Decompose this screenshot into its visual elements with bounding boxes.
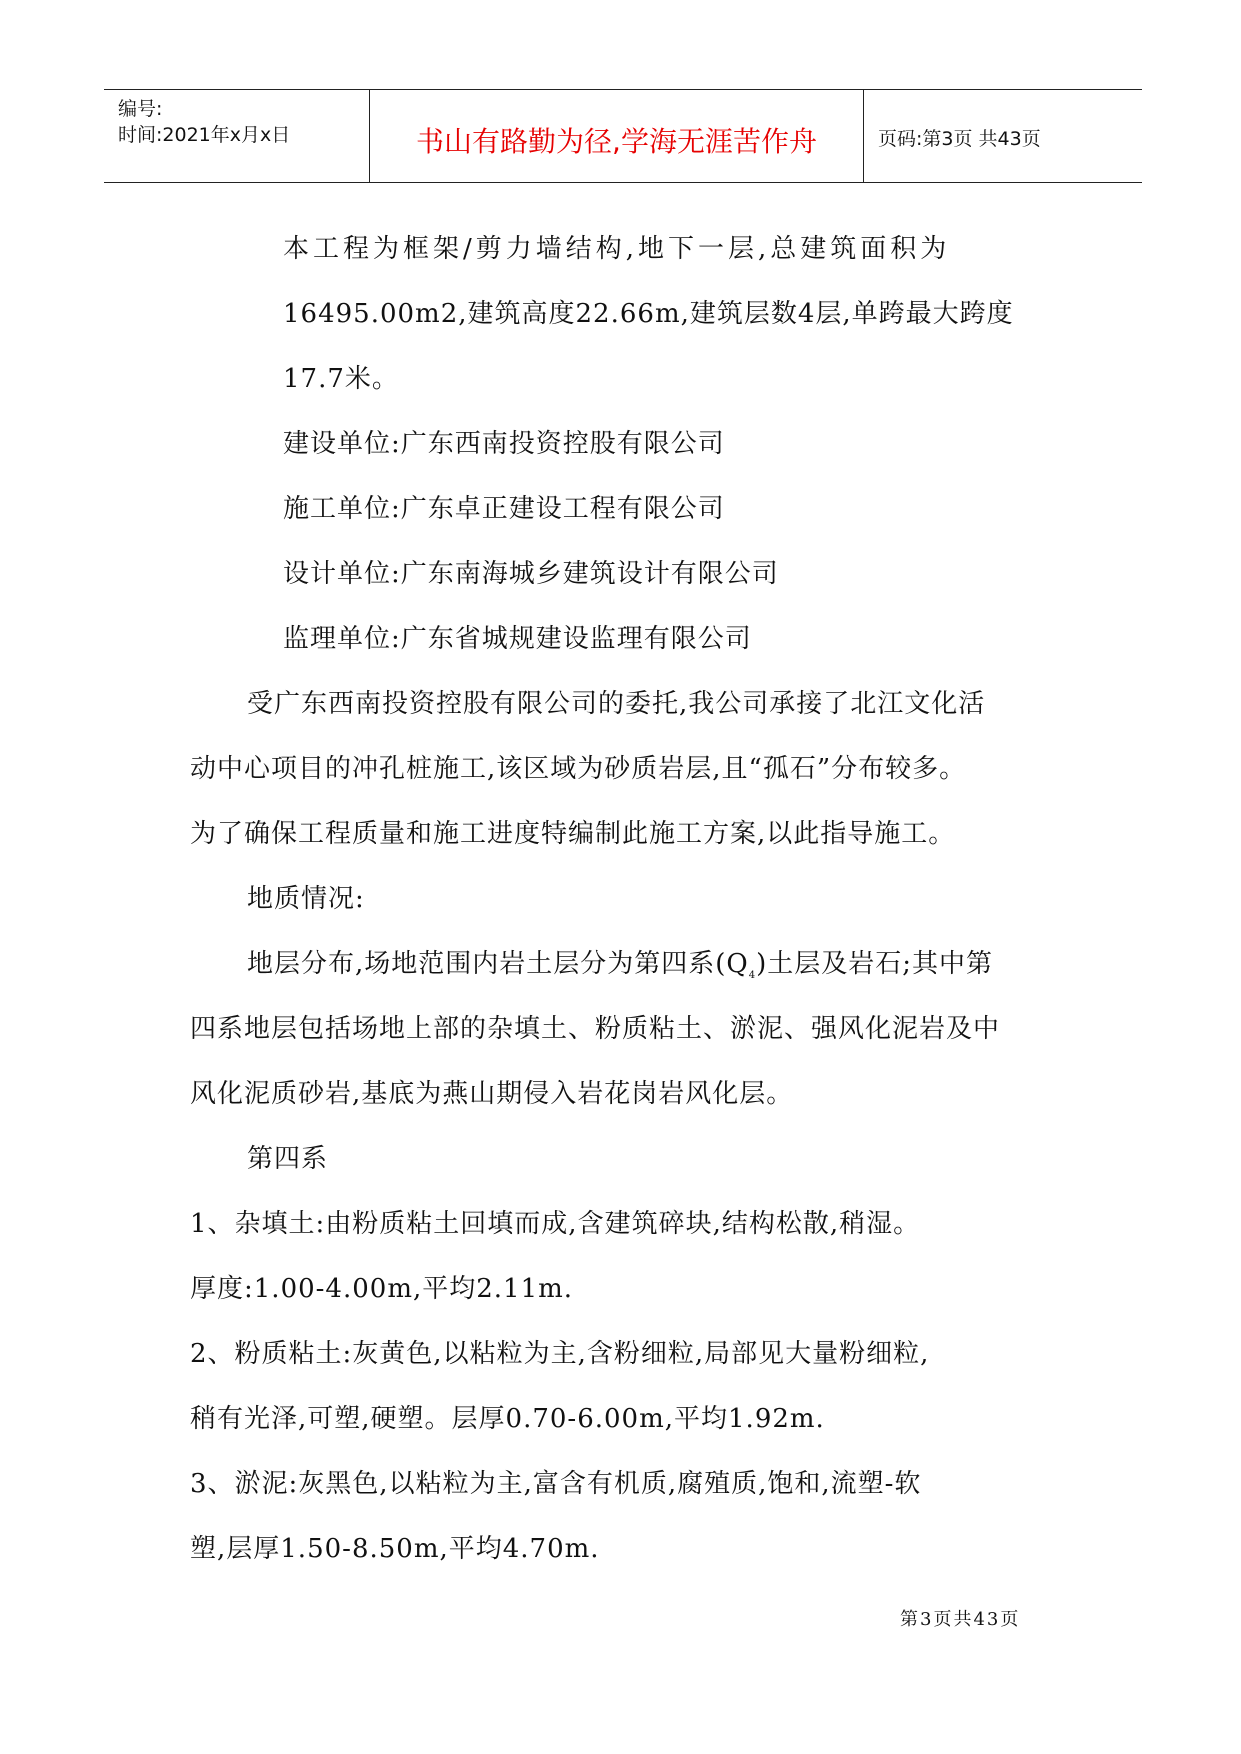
paragraph-line: 四系地层包括场地上部的杂填土、粉质粘土、淤泥、强风化泥岩及中 [190, 1014, 1001, 1044]
list-item: 1、杂填土:由粉质粘土回填而成,含建筑碎块,结构松散,稍湿。 [190, 1209, 921, 1239]
page-header [104, 89, 1142, 183]
header-motto: 书山有路勤为径,学海无涯苦作舟 [416, 125, 817, 158]
strata-text-before: 地层分布,场地范围内岩土层分为第四系(Q [247, 949, 749, 979]
section-heading: 地质情况: [247, 884, 365, 914]
header-motto-cell [370, 90, 864, 182]
paragraph-line: 动中心项目的冲孔桩施工,该区域为砂质岩层,且“孤石”分布较多。 [190, 754, 967, 784]
paragraph-line: 建设单位:广东西南投资控股有限公司 [283, 429, 725, 459]
header-meta-cell [104, 90, 370, 182]
list-item: 3、淤泥:灰黑色,以粘粒为主,富含有机质,腐殖质,饱和,流塑-软 [190, 1469, 922, 1499]
list-item: 2、粉质粘土:灰黄色,以粘粒为主,含粉细粒,局部见大量粉细粒, [190, 1339, 930, 1369]
paragraph-line: 风化泥质砂岩,基底为燕山期侵入岩花岗岩风化层。 [190, 1079, 794, 1109]
paragraph-line: 稍有光泽,可塑,硬塑。层厚0.70-6.00m,平均1.92m. [190, 1404, 825, 1434]
paragraph-line: 17.7米。 [283, 364, 399, 394]
paragraph-line: 本工程为框架/剪力墙结构,地下一层,总建筑面积为 [283, 234, 951, 264]
document-number-label: 编号: [118, 98, 163, 120]
strata-subscript: 4 [748, 970, 757, 982]
strata-text-after: )土层及岩石;其中第 [756, 949, 994, 979]
page-footer: 第3页共43页 [900, 1609, 1021, 1630]
section-heading: 第四系 [247, 1144, 329, 1174]
paragraph-line: 16495.00m2,建筑高度22.66m,建筑层数4层,单跨最大跨度 [283, 299, 1014, 329]
paragraph-line: 施工单位:广东卓正建设工程有限公司 [283, 494, 725, 524]
paragraph-line: 塑,层厚1.50-8.50m,平均4.70m. [190, 1534, 600, 1564]
paragraph-line: 设计单位:广东南海城乡建筑设计有限公司 [283, 559, 779, 589]
paragraph-line: 厚度:1.00-4.00m,平均2.11m. [190, 1274, 574, 1304]
header-page-cell [864, 90, 1142, 182]
paragraph-line: 监理单位:广东省城规建设监理有限公司 [283, 624, 752, 654]
header-page-info: 页码:第3页 共43页 [878, 128, 1041, 150]
paragraph-line: 受广东西南投资控股有限公司的委托,我公司承接了北江文化活 [247, 689, 986, 719]
paragraph-line: 为了确保工程质量和施工进度特编制此施工方案,以此指导施工。 [190, 819, 956, 849]
document-time-label: 时间:2021年x月x日 [118, 124, 291, 146]
paragraph-line [247, 943, 993, 981]
